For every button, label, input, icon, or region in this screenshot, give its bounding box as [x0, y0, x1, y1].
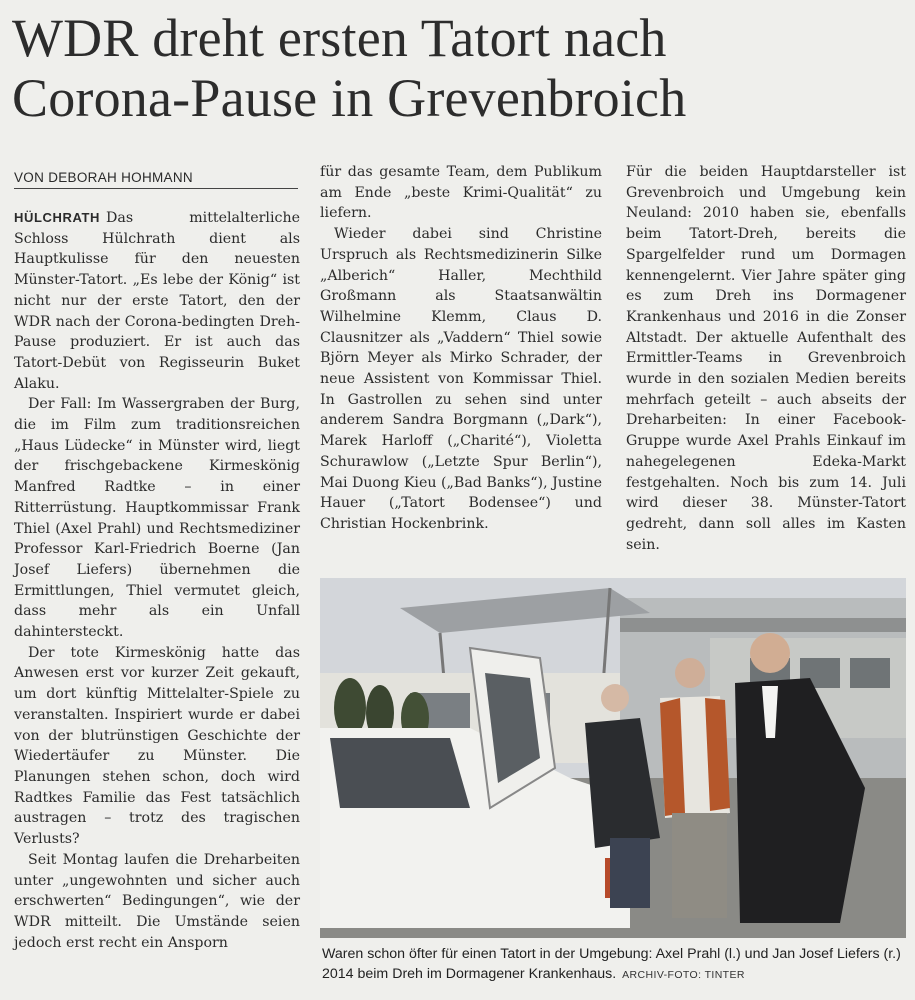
person-left: [601, 684, 629, 712]
photo-caption: [322, 944, 908, 985]
paragraph: Seit Montag laufen die Dreharbeiten unter „ungewohnten und sicher auch erschwerten“ Bedingungen“, wie der WDR mitteilt. Die Umstände seien jedoch erst recht ein Ansporn: [14, 851, 300, 951]
paragraph: Für die beiden Hauptdarsteller ist Grevenbroich und Umgebung kein Neuland: 2010 haben sie, ebenfalls beim Tatort-Dreh, bereits die Spargelfelder rund um Dormagen kennengelernt. Vier Jahre später ging es zum Dreh ins Dormagener Krankenhaus und 2016 in die Zonser Altstadt. Der aktuelle Aufenthalt des Ermittler-Teams in Grevenbroich wurde in den sozialen Medien bereits mehrfach geteilt – auch abseits der Dreharbeiten: In einer Facebook-Gruppe wurde Axel Prahls Einkauf im nahegelegenen Edeka-Markt festgehalten. Noch bis zum 14. Juli wird dieser 38. Münster-Tatort gedreht, dann soll alles im Kasten sein.: [626, 164, 906, 553]
article-photo: [320, 578, 906, 938]
headline: [12, 8, 892, 128]
person-right: [750, 633, 790, 673]
paragraph: [14, 208, 300, 394]
headline-line-1: WDR dreht ersten Tatort nach: [12, 8, 667, 68]
photo-credit: ARCHIV-FOTO: TINTER: [622, 969, 745, 981]
paragraph: Wieder dabei sind Christine Urspruch als Rechtsmedizinerin Silke „Alberich“ Haller, Mechthild Großmann als Staatsanwältin Wilhelmine Klemm, Claus D. Clausnitzer als „Vaddern“ Thiel sowie Björn Meyer als Mirko Schrader, der neue Assistent von Kommissar Thiel. In Gastrollen zu sehen sind unter anderem Sandra Borgmann („Dark“), Marek Harloff („Charité“), Violetta Schurawlow („Letzte Spur Berlin“), Mai Duong Kieu („Bad Banks“), Justine Hauer („Tatort Bodensee“) und Christian Hockenbrink.: [320, 226, 602, 532]
paragraph: Der tote Kirmeskönig hatte das Anwesen erst vor kurzer Zeit gekauft, um dort künftig Mittelalter-Spiele zu veranstalten. Inspiriert wurde er dabei von der blutrünstigen Geschichte der Wiedertäufer zu Münster. Die Planungen stehen schon, doch wird Radtkes Familie das Fest tatsächlich austragen – trotz des tragischen Verlusts?: [14, 644, 300, 848]
article-column-2: [320, 162, 602, 535]
caption-text: Waren schon öfter für einen Tatort in der Umgebung: Axel Prahl (l.) und Jan Josef Liefers (r.) 2014 beim Dreh im Dormagener Krankenhaus.: [322, 946, 901, 982]
article-column-1: [14, 208, 300, 953]
article-column-3: [626, 162, 906, 555]
headline-line-2: Corona-Pause in Grevenbroich: [12, 68, 687, 128]
photo-illustration: [320, 578, 906, 938]
person-middle: [675, 658, 705, 688]
dateline: HÜLCHRATH: [14, 210, 101, 225]
paragraph: für das gesamte Team, dem Publikum am Ende „beste Krimi-Qualität“ zu liefern.: [320, 164, 602, 222]
paragraph-text: Das mittelalterliche Schloss Hülchrath dient als Hauptkulisse für den neuesten Münster-Tatort. „Es lebe der König“ ist nicht nur der erste Tatort, den der WDR nach der Corona-bedingten Dreh-Pause produziert. Er ist auch das Tatort-Debüt von Regisseurin Buket Alaku.: [14, 210, 300, 392]
paragraph: Der Fall: Im Wassergraben der Burg, die im Film zum traditionsreichen „Haus Lüdecke“ in Münster wird, liegt der frischgebackene Kirmeskönig Manfred Radtke – in einer Ritterrüstung. Hauptkommissar Frank Thiel (Axel Prahl) und Rechtsmediziner Professor Karl-Friedrich Boerne (Jan Josef Liefers) übernehmen die Ermittlungen, Thiel vermutet gleich, dass mehr als ein Unfall dahintersteckt.: [14, 396, 300, 641]
byline: VON DEBORAH HOHMANN: [14, 170, 298, 189]
